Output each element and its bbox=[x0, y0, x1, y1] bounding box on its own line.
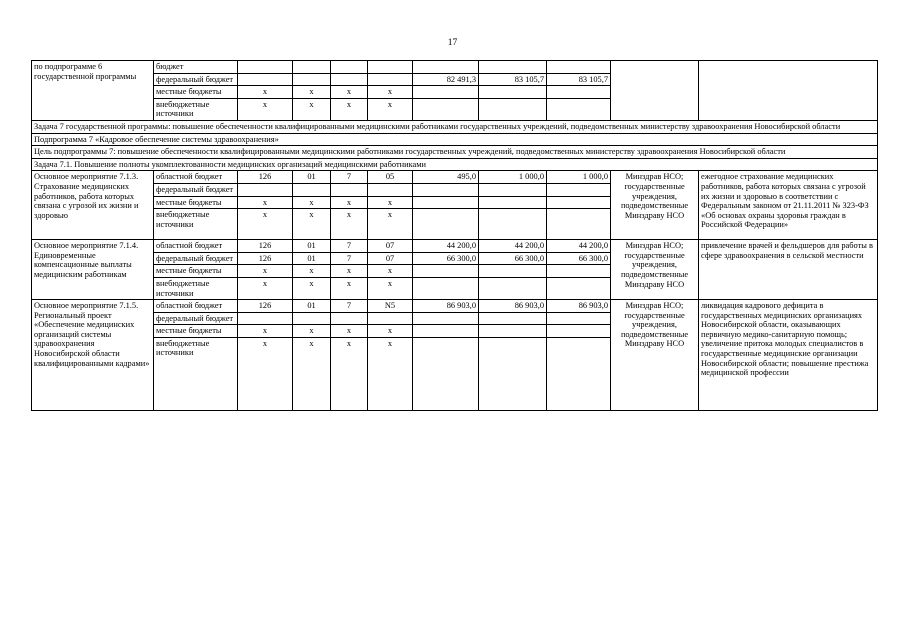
table-row: местные бюджеты х х х х bbox=[32, 265, 878, 278]
table-row bbox=[32, 146, 878, 159]
source-cell: областной бюджет bbox=[154, 171, 238, 184]
executor-cell: Минздрав НСО; государственные учреждения, подведомственные Минздраву НСО bbox=[611, 300, 699, 411]
source-cell: федеральный бюджет bbox=[154, 183, 238, 196]
task-7-heading: Задача 7 государственной программы: повышение обеспеченности квалифицированными медицинскими работниками государственных учреждений, подведомственных министерству здравоохранения Новосибирской области bbox=[32, 120, 878, 133]
goal-7-heading: Цель подпрограммы 7: повышение обеспеченности квалифицированными медицинскими работниками государственных учреждений, подведомственных министерству здравоохранения Новосибирской области bbox=[32, 146, 878, 159]
value-cell: 86 903,0 bbox=[479, 300, 547, 313]
source-cell: внебюджетные источники bbox=[154, 209, 238, 240]
result-cell: привлечение врачей и фельдшеров для работы в сфере здравоохранения в сельской местности bbox=[699, 240, 878, 300]
table-row: внебюджетные источники х х х х bbox=[32, 209, 878, 240]
source-cell: федеральный бюджет bbox=[154, 73, 238, 86]
source-cell: федеральный бюджет bbox=[154, 312, 238, 325]
executor-cell: Минздрав НСО; государственные учреждения, подведомственные Минздраву НСО bbox=[611, 171, 699, 240]
measure-name: Основное мероприятие 7.1.5. Региональный проект «Обеспечение медицинских организаций системы здравоохранения Новосибирской области квалифицированными кадрами» bbox=[32, 300, 154, 411]
executor-cell: Минздрав НСО; государственные учреждения, подведомственные Минздраву НСО bbox=[611, 240, 699, 300]
value-cell: 44 200,0 bbox=[547, 240, 611, 253]
value-cell: 86 903,0 bbox=[547, 300, 611, 313]
subprogram-7-heading: Подпрограмма 7 «Кадровое обеспечение системы здравоохранения» bbox=[32, 133, 878, 146]
source-cell: федеральный бюджет bbox=[154, 252, 238, 265]
value-cell: 44 200,0 bbox=[413, 240, 479, 253]
measure-name: Основное мероприятие 7.1.3. Страхование медицинских работников, работа которых связана с угрозой их жизни и здоровью bbox=[32, 171, 154, 240]
table-row: местные бюджеты х х х х bbox=[32, 325, 878, 338]
source-cell: внебюджетные источники bbox=[154, 98, 238, 120]
value-cell: 83 105,7 bbox=[479, 73, 547, 86]
page-number: 17 bbox=[447, 38, 458, 48]
source-cell: областной бюджет bbox=[154, 300, 238, 313]
source-cell: местные бюджеты bbox=[154, 325, 238, 338]
table-row: внебюджетные источники х х х х bbox=[32, 337, 878, 410]
table-row bbox=[32, 120, 878, 133]
source-cell: местные бюджеты bbox=[154, 196, 238, 209]
measure-name: Основное мероприятие 7.1.4. Единовременные компенсационные выплаты медицинским работникам bbox=[32, 240, 154, 300]
value-cell: 86 903,0 bbox=[413, 300, 479, 313]
source-cell: местные бюджеты bbox=[154, 86, 238, 99]
table-row: местные бюджеты х х х х bbox=[32, 86, 878, 99]
source-cell: внебюджетные источники bbox=[154, 337, 238, 410]
table-row: Основное мероприятие 7.1.3. Страхование медицинских работников, работа которых связана с угрозой их жизни и здоровью областной бюджет 126 01 7 05 495,0 1 000,0 1 000,0 Минздрав НСО; государственные учреждения, подведомственные Минздраву НСО ежегодное страхование медицинских работников, работа которых связана с угрозой их жизни и здоровью в соответствии с Федеральным законом от 21.11.2011 № 323-ФЗ «Об основах охраны здоровья граждан в Российской Федерации» bbox=[32, 171, 878, 184]
result-cell: ликвидация кадрового дефицита в государственных медицинских организациях Новосибирской области, оказывающих первичную медико-санитарную помощь; увеличение притока молодых специалистов в государственные медицинские организации Новосибирской области; повышение престижа медицинской профессии bbox=[699, 300, 878, 411]
program-label: по подпрограмме 6 государственной программы bbox=[32, 61, 154, 121]
value-cell: 44 200,0 bbox=[479, 240, 547, 253]
value-cell: 1 000,0 bbox=[479, 171, 547, 184]
value-cell: 495,0 bbox=[413, 171, 479, 184]
task-7-1-heading: Задача 7.1. Повышение полноты укомплектованности медицинских организаций медицинскими работниками bbox=[32, 158, 878, 171]
value-cell: 66 300,0 bbox=[547, 252, 611, 265]
table-row: федеральный бюджет 126 01 7 07 66 300,0 66 300,0 66 300,0 bbox=[32, 252, 878, 265]
value-cell: 1 000,0 bbox=[547, 171, 611, 184]
value-cell: 66 300,0 bbox=[413, 252, 479, 265]
table-row bbox=[32, 133, 878, 146]
table-row: внебюджетные источники х х х х bbox=[32, 98, 878, 120]
table-row: внебюджетные источники х х х х bbox=[32, 277, 878, 299]
source-cell: бюджет bbox=[154, 61, 238, 74]
result-cell: ежегодное страхование медицинских работников, работа которых связана с угрозой их жизни и здоровью в соответствии с Федеральным законом от 21.11.2011 № 323-ФЗ «Об основах охраны здоровья граждан в Российской Федерации» bbox=[699, 171, 878, 240]
source-cell: местные бюджеты bbox=[154, 265, 238, 278]
source-cell: областной бюджет bbox=[154, 240, 238, 253]
table-row: Основное мероприятие 7.1.4. Единовременные компенсационные выплаты медицинским работникам областной бюджет 126 01 7 07 44 200,0 44 200,0 44 200,0 Минздрав НСО; государственные учреждения, подведомственные Минздраву НСО привлечение врачей и фельдшеров для работы в сфере здравоохранения в сельской местности bbox=[32, 240, 878, 253]
table-row bbox=[32, 158, 878, 171]
table-row: местные бюджеты х х х х bbox=[32, 196, 878, 209]
table-row bbox=[32, 61, 878, 74]
value-cell: 83 105,7 bbox=[547, 73, 611, 86]
table-row: Основное мероприятие 7.1.5. Региональный проект «Обеспечение медицинских организаций системы здравоохранения Новосибирской области квалифицированными кадрами» областной бюджет 126 01 7 N5 86 903,0 86 903,0 86 903,0 Минздрав НСО; государственные учреждения, подведомственные Минздраву НСО ликвидация кадрового дефицита в государственных медицинских организациях Новосибирской области, оказывающих первичную медико-санитарную помощь; увеличение притока молодых специалистов в государственные медицинские организации Новосибирской области; повышение престижа медицинской профессии bbox=[32, 300, 878, 313]
value-cell: 66 300,0 bbox=[479, 252, 547, 265]
program-table bbox=[31, 60, 878, 411]
source-cell: внебюджетные источники bbox=[154, 277, 238, 299]
value-cell: 82 491,3 bbox=[413, 73, 479, 86]
